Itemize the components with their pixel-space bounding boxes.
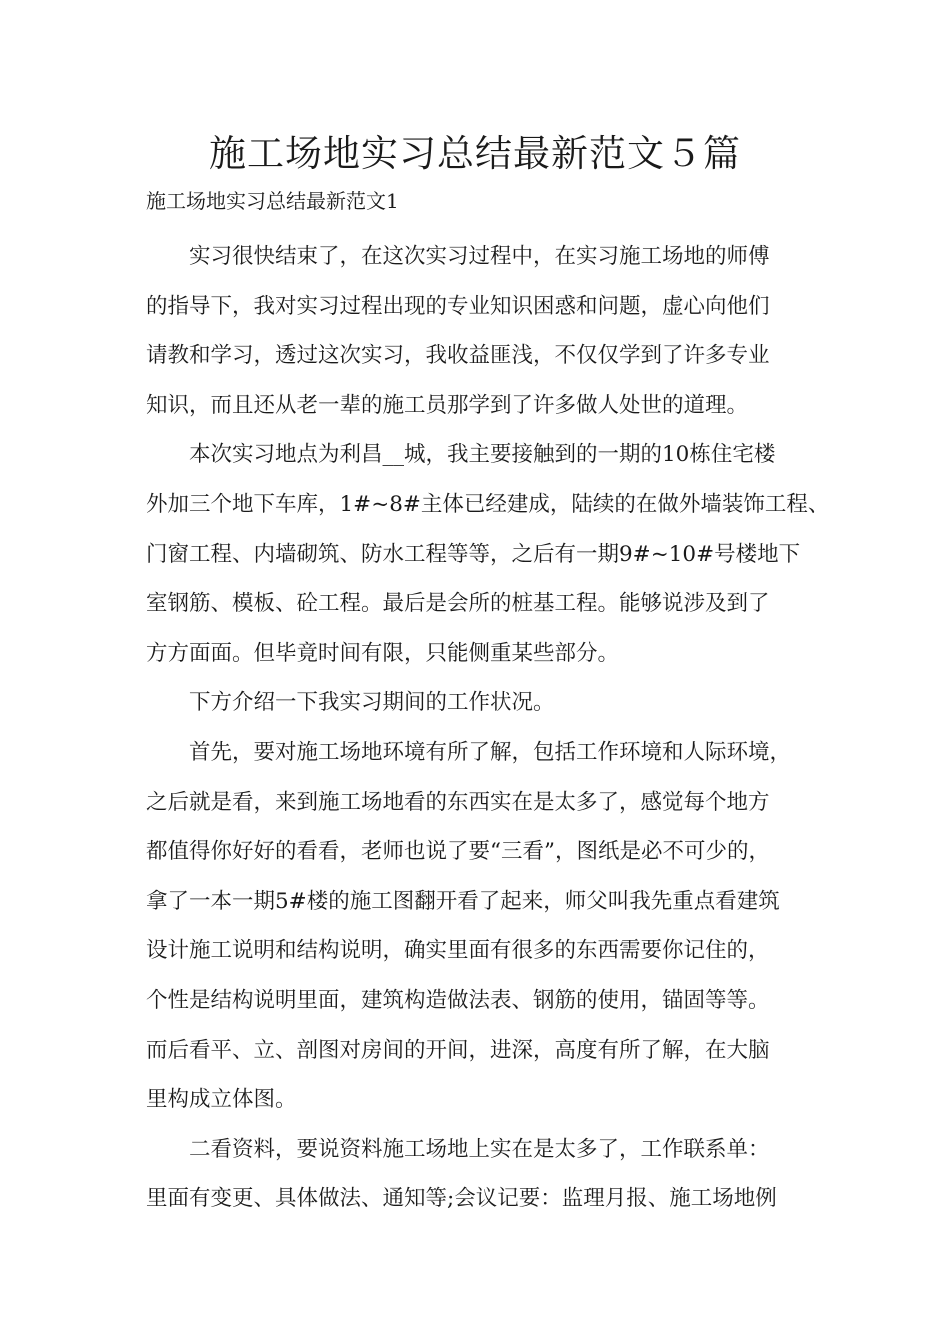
text-line: 实习很快结束了，在这次实习过程中，在实习施工场地的师傅 [189, 244, 770, 269]
text-line: 都值得你好好的看看，老师也说了要“三看”，图纸是必不可少的， [146, 839, 770, 865]
paragraph-4 [146, 728, 826, 1125]
text-line: 的指导下，我对实习过程出现的专业知识困惑和问题，虚心向他们 [146, 293, 770, 319]
text-line: 室钢筋、模板、砼工程。最后是会所的桩基工程。能够说涉及到了 [146, 591, 770, 617]
text-line: 拿了一本一期5#楼的施工图翻开看了起来，师父叫我先重点看建筑 [146, 888, 780, 914]
document-subtitle: 施工场地实习总结最新范文1 [146, 189, 399, 213]
text-line: 知识，而且还从老一辈的施工员那学到了许多做人处世的道理。 [146, 392, 749, 418]
text-line: 下方介绍一下我实习期间的工作状况。 [189, 690, 555, 716]
text-line: 外加三个地下车库，1#~8#主体已经建成，陆续的在做外墙装饰工程、 [146, 491, 830, 517]
text-line: 设计施工说明和结构说明，确实里面有很多的东西需要你记住的， [146, 938, 770, 964]
paragraph-3 [146, 678, 826, 728]
paragraph-2 [146, 430, 830, 678]
paragraph-1 [146, 232, 826, 430]
text-line: 而后看平、立、剖图对房间的开间，进深，高度有所了解，在大脑 [146, 1037, 770, 1063]
text-line: 请教和学习，透过这次实习，我收益匪浅，不仅仅学到了许多专业 [146, 343, 770, 369]
text-line: 里面有变更、具体做法、通知等;会议记要：监理月报、施工场地例 [146, 1186, 777, 1212]
text-line: 之后就是看，来到施工场地看的东西实在是太多了，感觉每个地方 [146, 789, 770, 815]
text-line: 本次实习地点为利昌__城，我主要接触到的一期的10栋住宅楼 [189, 442, 776, 468]
text-line: 门窗工程、内墙砌筑、防水工程等等，之后有一期9#~10#号楼地下 [146, 541, 801, 567]
document-body [146, 232, 830, 1224]
text-line: 二看资料，要说资料施工场地上实在是太多了，工作联系单： [189, 1136, 770, 1162]
text-line: 方方面面。但毕竟时间有限，只能侧重某些部分。 [146, 640, 620, 666]
document-title: 施工场地实习总结最新范文５篇 [209, 132, 741, 175]
paragraph-5 [146, 1125, 826, 1224]
text-line: 个性是结构说明里面，建筑构造做法表、钢筋的使用，锚固等等。 [146, 987, 770, 1013]
text-line: 首先，要对施工场地环境有所了解，包括工作环境和人际环境， [189, 739, 792, 765]
text-line: 里构成立体图。 [146, 1087, 297, 1113]
